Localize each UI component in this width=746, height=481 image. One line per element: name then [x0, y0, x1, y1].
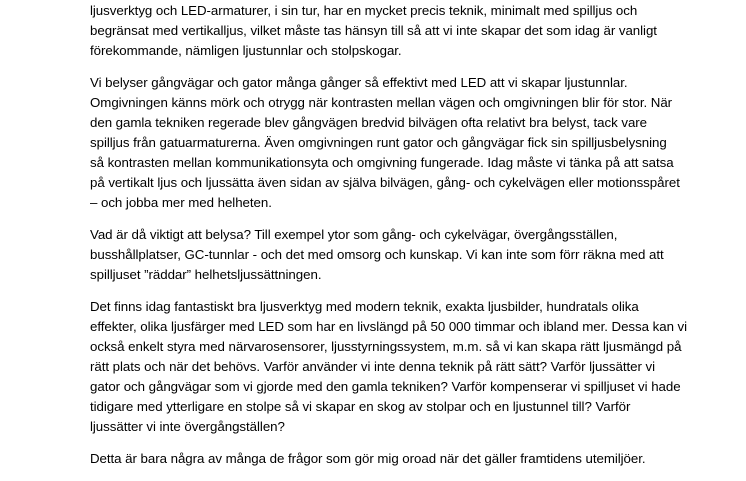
text-line: begränsat med vertikalljus, vilket måste tas hänsyn till så att vi inte skapar det som idag är vanligt — [90, 23, 657, 38]
paragraph-1 — [90, 1, 690, 61]
text-line: förekommande, nämligen ljustunnlar och stolpskogar. — [90, 43, 402, 58]
text-line: Omgivningen känns mörk och otrygg när kontrasten mellan vägen och omgivningen blir för stor. När — [90, 95, 673, 110]
text-line: effekter, olika ljusfärger med LED som har en livslängd på 50 000 timmar och ibland mer. Dessa kan vi — [90, 319, 688, 334]
text-line: Vad är då viktigt att belysa? Till exempel ytor som gång- och cykelvägar, övergångsställen, — [90, 227, 618, 242]
text-line: spilljuset ”räddar” helhetsljussättningen. — [90, 267, 322, 282]
text-line: busshållplatser, GC-tunnlar - och det med omsorg och kunskap. Vi kan inte som förr räkna med att — [90, 247, 664, 262]
text-line: också enkelt styra med närvarosensorer, ljusstyrningssystem, m.m. så vi kan skapa rätt ljusmängd på — [90, 339, 682, 354]
text-line: gator och gångvägar som vi gjorde med den gamla tekniken? Varför kompenserar vi spilljuset vi hade — [90, 379, 681, 394]
paragraph-3 — [90, 225, 690, 285]
text-line: den gamla tekniken regerade blev gångvägen bredvid bilvägen ofta relativt bra belyst, tack vare — [90, 115, 648, 130]
text-line: Vi belyser gångvägar och gator många gånger så effektivt med LED att vi skapar ljustunnlar. — [90, 75, 628, 90]
text-line: Detta är bara några av många de frågor som gör mig oroad när det gäller framtidens utemiljöer. — [90, 451, 646, 466]
text-line: Det finns idag fantastiskt bra ljusverktyg med modern teknik, exakta ljusbilder, hundratals olika — [90, 299, 639, 314]
text-line: så kontrasten mellan kommunikationsyta och omgivning fungerade. Idag måste vi tänka på att satsa — [90, 155, 674, 170]
text-line: ljusverktyg och LED-armaturer, i sin tur, har en mycket precis teknik, minimalt med spilljus och — [90, 3, 638, 18]
text-line: – och jobba mer med helheten. — [90, 195, 272, 210]
body-text — [90, 1, 690, 481]
paragraph-4 — [90, 297, 690, 437]
text-line: rätt plats och när det behövs. Varför använder vi inte denna teknik på rätt sätt? Varför ljussätter vi — [90, 359, 655, 374]
text-line: tidigare med ytterligare en stolpe så vi skapar en skog av stolpar och en ljustunnel till? Varför — [90, 399, 631, 414]
paragraph-5 — [90, 449, 690, 469]
paragraph-2 — [90, 73, 690, 213]
text-line: ljussätter vi inte övergångställen? — [90, 419, 285, 434]
text-line: spilljus från gatuarmaturerna. Även omgivningen runt gator och gångvägar fick sin spilljusbelysning — [90, 135, 667, 150]
text-line: på vertikalt ljus och ljussätta även sidan av själva bilvägen, gång- och cykelvägen eller motionsspåret — [90, 175, 680, 190]
